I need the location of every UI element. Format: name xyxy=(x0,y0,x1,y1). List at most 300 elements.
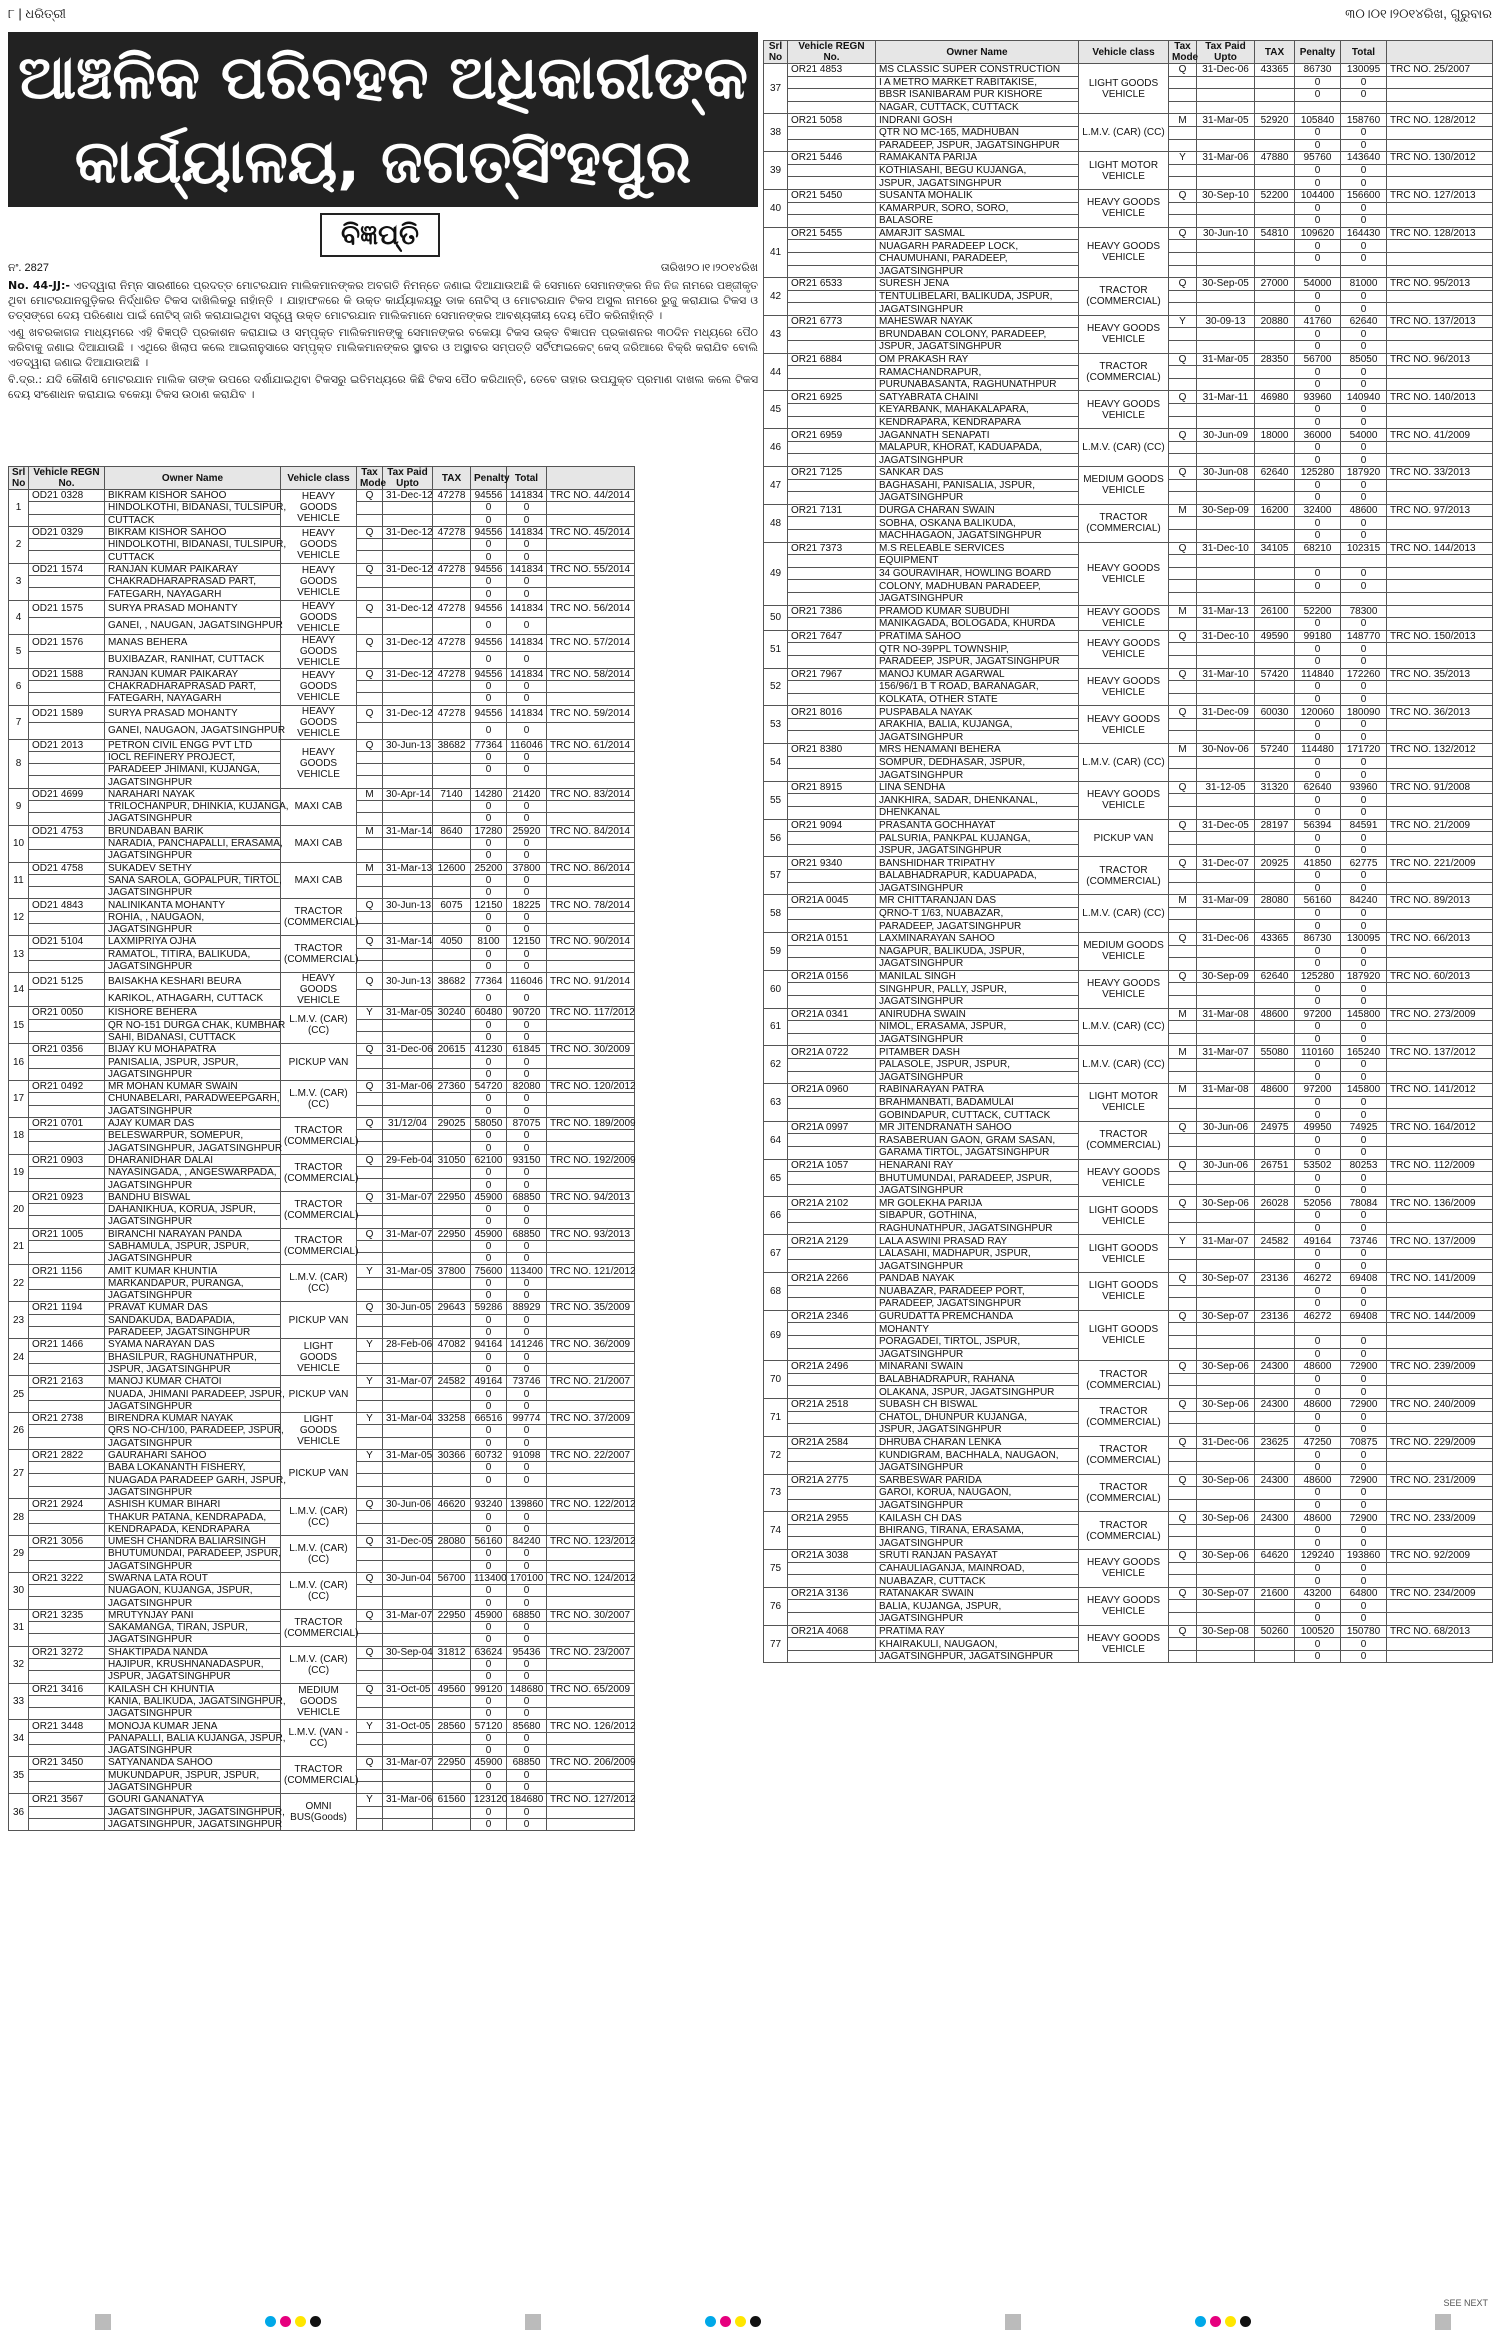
cell-mode xyxy=(357,1277,383,1289)
gray-square-mark xyxy=(1435,2314,1451,2330)
cell-trc: TRC NO. 25/2007 xyxy=(1387,64,1493,77)
cell-mode xyxy=(357,911,383,923)
cell-regn xyxy=(788,1424,876,1437)
cell-trc: TRC NO. 164/2012 xyxy=(1387,1121,1493,1134)
cell-penalty: 49950 xyxy=(1295,1121,1341,1134)
cell-penalty: 93960 xyxy=(1295,391,1341,404)
cell-penalty: 0 xyxy=(1295,1386,1341,1399)
cell-class: L.M.V. (CAR) (CC) xyxy=(1079,744,1169,782)
cell-owner: JAGATSINGHPUR xyxy=(876,1537,1079,1550)
defaulters-table-left xyxy=(8,466,635,1831)
cell-class: LIGHT GOODS VEHICLE xyxy=(1079,1310,1169,1360)
cell-upto xyxy=(383,1351,433,1363)
cell-trc: TRC NO. 84/2014 xyxy=(547,825,635,837)
cell-tax xyxy=(433,813,471,825)
cell-tax xyxy=(433,693,471,705)
cell-upto: 31-Dec-10 xyxy=(1197,542,1255,555)
cell-owner: JSPUR, JAGATSINGHPUR xyxy=(876,844,1079,857)
cell-penalty: 0 xyxy=(471,911,507,923)
cell-penalty: 0 xyxy=(1295,1222,1341,1235)
cell-upto xyxy=(1197,882,1255,895)
cell-srl: 4 xyxy=(9,600,29,634)
cell-tax: 8640 xyxy=(433,825,471,837)
cell-srl: 35 xyxy=(9,1757,29,1794)
cell-regn xyxy=(29,990,105,1007)
cell-regn xyxy=(788,328,876,341)
cell-srl: 55 xyxy=(764,781,788,819)
cell-penalty: 97200 xyxy=(1295,1008,1341,1021)
cell-mode xyxy=(357,1425,383,1437)
cell-penalty: 0 xyxy=(471,1708,507,1720)
cell-total: 0 xyxy=(1341,832,1387,845)
table-row xyxy=(764,152,1493,165)
cell-upto xyxy=(383,1695,433,1707)
cell-penalty: 0 xyxy=(471,1253,507,1265)
cell-total: 0 xyxy=(1341,454,1387,467)
cell-tax: 23136 xyxy=(1255,1310,1295,1323)
cell-mode xyxy=(1169,454,1197,467)
cell-penalty: 110160 xyxy=(1295,1046,1341,1059)
cell-trc xyxy=(1387,870,1493,883)
cell-class: MEDIUM GOODS VEHICLE xyxy=(1079,932,1169,970)
cell-mode xyxy=(357,1314,383,1326)
cell-upto xyxy=(1197,643,1255,656)
cell-trc xyxy=(1387,1134,1493,1147)
table-row xyxy=(764,1159,1493,1172)
cell-upto xyxy=(1197,870,1255,883)
cell-total: 0 xyxy=(1341,1411,1387,1424)
cell-penalty: 8100 xyxy=(471,936,507,948)
cell-mode xyxy=(1169,1411,1197,1424)
table-row xyxy=(764,605,1493,618)
cell-class: MAXI CAB xyxy=(281,862,357,899)
cell-total: 0 xyxy=(507,1634,547,1646)
cell-total: 141834 xyxy=(507,490,547,502)
cell-regn: OD21 1575 xyxy=(29,600,105,617)
cell-penalty: 68210 xyxy=(1295,542,1341,555)
cell-penalty: 49164 xyxy=(1295,1235,1341,1248)
cell-penalty: 0 xyxy=(471,722,507,739)
cell-tax xyxy=(433,502,471,514)
cell-penalty: 0 xyxy=(1295,1449,1341,1462)
cell-upto xyxy=(1197,479,1255,492)
cell-mode: Q xyxy=(357,1609,383,1621)
cell-upto xyxy=(1197,995,1255,1008)
cell-mode xyxy=(1169,366,1197,379)
cell-tax xyxy=(433,1634,471,1646)
cell-penalty: 0 xyxy=(1295,1562,1341,1575)
cell-penalty: 0 xyxy=(1295,492,1341,505)
cell-upto xyxy=(383,1818,433,1830)
cell-regn xyxy=(29,948,105,960)
cell-class: HEAVY GOODS VEHICLE xyxy=(1079,227,1169,277)
cell-total: 0 xyxy=(507,1363,547,1375)
cell-trc: TRC NO. 23/2007 xyxy=(547,1646,635,1658)
cell-mode: Y xyxy=(357,1007,383,1019)
cell-trc xyxy=(547,1400,635,1412)
cell-tax xyxy=(433,1351,471,1363)
cell-regn: OR21 7373 xyxy=(788,542,876,555)
cell-tax xyxy=(433,1695,471,1707)
cell-total: 0 xyxy=(1341,1386,1387,1399)
cell-owner: GARAMA TIRTOL, JAGATSINGHPUR xyxy=(876,1147,1079,1160)
cell-regn: OR21 6959 xyxy=(788,429,876,442)
cell-owner: NUABAZAR, CUTTACK xyxy=(876,1575,1079,1588)
cell-tax: 47278 xyxy=(433,526,471,538)
cell-upto: 30-Sep-09 xyxy=(1197,504,1255,517)
cell-tax: 20615 xyxy=(433,1044,471,1056)
cell-penalty: 125280 xyxy=(1295,970,1341,983)
cell-mode: Q xyxy=(1169,857,1197,870)
cell-tax xyxy=(433,1167,471,1179)
cell-total: 0 xyxy=(1341,76,1387,89)
cell-mode xyxy=(357,764,383,776)
cell-regn xyxy=(29,924,105,936)
cell-upto: 31-Dec-10 xyxy=(1197,630,1255,643)
cell-trc xyxy=(547,680,635,692)
black-dot-mark xyxy=(1240,2316,1251,2327)
cell-mode xyxy=(1169,416,1197,429)
cell-trc: TRC NO. 141/2009 xyxy=(1387,1273,1493,1286)
cell-upto xyxy=(1197,252,1255,265)
cell-total: 0 xyxy=(1341,844,1387,857)
cell-trc: TRC NO. 144/2009 xyxy=(1387,1310,1493,1323)
cell-total: 99774 xyxy=(507,1413,547,1425)
cell-total: 0 xyxy=(507,1437,547,1449)
cell-regn xyxy=(788,756,876,769)
cell-trc xyxy=(1387,139,1493,152)
cell-mode xyxy=(357,1523,383,1535)
cell-trc xyxy=(1387,567,1493,580)
cell-upto xyxy=(383,539,433,551)
cell-regn: OR21 3272 xyxy=(29,1646,105,1658)
cell-srl: 74 xyxy=(764,1512,788,1550)
cell-trc xyxy=(1387,882,1493,895)
cell-regn xyxy=(788,265,876,278)
cell-penalty: 0 xyxy=(1295,1575,1341,1588)
cell-total: 18225 xyxy=(507,899,547,911)
table-row xyxy=(9,600,635,617)
cell-trc xyxy=(547,1585,635,1597)
cell-tax xyxy=(1255,1260,1295,1273)
cell-regn xyxy=(788,920,876,933)
cell-penalty: 0 xyxy=(1295,1109,1341,1122)
cell-mode: Q xyxy=(1169,1121,1197,1134)
notice-date: ତାରିଖ୨୦।୧।୨୦୧୪ରିଖ xyxy=(660,262,758,274)
cell-owner: SURESH JENA xyxy=(876,278,1079,291)
cell-owner: JAGATSINGHPUR xyxy=(105,850,281,862)
cell-mode xyxy=(357,1745,383,1757)
col-srl: Srl No xyxy=(9,467,29,490)
cell-srl: 13 xyxy=(9,936,29,973)
cell-srl: 6 xyxy=(9,668,29,705)
cell-class: TRACTOR (COMMERCIAL) xyxy=(1079,278,1169,316)
cell-owner: JAGATSINGHPUR xyxy=(105,924,281,936)
cell-upto: 31-Dec-12 xyxy=(383,526,433,538)
cell-class: L.M.V. (CAR) (CC) xyxy=(1079,114,1169,152)
cell-trc: TRC NO. 30/2009 xyxy=(547,1044,635,1056)
cell-tax: 50260 xyxy=(1255,1625,1295,1638)
cell-upto xyxy=(383,1560,433,1572)
cell-tax: 47278 xyxy=(433,490,471,502)
cell-regn: OR21 1466 xyxy=(29,1339,105,1351)
cell-tax xyxy=(1255,1386,1295,1399)
cell-regn xyxy=(29,1216,105,1228)
cell-mode xyxy=(1169,945,1197,958)
cell-tax xyxy=(1255,416,1295,429)
cell-owner: JAGATSINGHPUR xyxy=(105,1486,281,1498)
cell-owner: JAGATSINGHPUR xyxy=(876,265,1079,278)
table-row xyxy=(9,1449,635,1461)
cell-class: HEAVY GOODS VEHICLE xyxy=(1079,315,1169,353)
cell-mode xyxy=(1169,567,1197,580)
table-row xyxy=(764,467,1493,480)
cell-regn: OR21A 2584 xyxy=(788,1436,876,1449)
cell-owner: PARADEEP, JAGATSINGHPUR xyxy=(876,920,1079,933)
cell-penalty: 94556 xyxy=(471,705,507,722)
cell-mode xyxy=(1169,1058,1197,1071)
cell-upto xyxy=(1197,1096,1255,1109)
cell-tax: 24300 xyxy=(1255,1398,1295,1411)
cell-penalty: 54720 xyxy=(471,1080,507,1092)
cell-total: 0 xyxy=(1341,1260,1387,1273)
cell-mode: Q xyxy=(357,1117,383,1129)
cell-trc xyxy=(547,539,635,551)
cell-total: 72900 xyxy=(1341,1361,1387,1374)
cell-mode: Q xyxy=(1169,668,1197,681)
cell-owner: KENDRAPARA, KENDRAPARA xyxy=(876,416,1079,429)
cell-regn: OR21A 2775 xyxy=(788,1474,876,1487)
cell-mode xyxy=(1169,1348,1197,1361)
cell-owner: KAMARPUR, SORO, SORO, xyxy=(876,202,1079,215)
cell-upto: 30-Sep-07 xyxy=(1197,1587,1255,1600)
cell-owner: THAKUR PATANA, KENDRAPADA, xyxy=(105,1511,281,1523)
cell-owner: RAGHUNATHPUR, JAGATSINGHPUR xyxy=(876,1222,1079,1235)
cell-total: 184680 xyxy=(507,1794,547,1806)
cell-trc: TRC NO. 234/2009 xyxy=(1387,1587,1493,1600)
cell-mode xyxy=(1169,76,1197,89)
cell-upto: 30-Sep-07 xyxy=(1197,1310,1255,1323)
cell-upto xyxy=(383,1326,433,1338)
gray-square-mark xyxy=(525,2314,541,2330)
cell-class: LIGHT GOODS VEHICLE xyxy=(1079,1273,1169,1311)
cell-owner: MOHANTY xyxy=(876,1323,1079,1336)
cell-regn: OR21 3567 xyxy=(29,1794,105,1806)
cell-srl: 29 xyxy=(9,1535,29,1572)
cell-total: 0 xyxy=(1341,907,1387,920)
cell-upto xyxy=(383,1056,433,1068)
cell-penalty xyxy=(471,776,507,788)
cell-tax xyxy=(1255,618,1295,631)
cell-tax xyxy=(433,990,471,1007)
cell-mode xyxy=(1169,592,1197,605)
cell-class: TRACTOR (COMMERCIAL) xyxy=(281,1609,357,1646)
cell-trc: TRC NO. 206/2009 xyxy=(547,1757,635,1769)
cell-total: 82080 xyxy=(507,1080,547,1092)
cell-penalty: 0 xyxy=(1295,1021,1341,1034)
cell-owner: KAILASH CH KHUNTIA xyxy=(105,1683,281,1695)
cell-owner: NIMOL, ERASAMA, JSPUR, xyxy=(876,1021,1079,1034)
cell-tax: 4050 xyxy=(433,936,471,948)
cell-penalty: 0 xyxy=(1295,832,1341,845)
cell-regn xyxy=(788,1285,876,1298)
cell-mode xyxy=(357,1622,383,1634)
cell-trc xyxy=(1387,1424,1493,1437)
cell-mode xyxy=(357,1781,383,1793)
cell-penalty: 0 xyxy=(1295,1373,1341,1386)
cell-penalty: 0 xyxy=(1295,1613,1341,1626)
cell-mode: Q xyxy=(357,705,383,722)
notice-paragraph-1 xyxy=(8,278,758,323)
cell-regn: OR21 3448 xyxy=(29,1720,105,1732)
cell-regn xyxy=(29,1326,105,1338)
cell-regn xyxy=(29,751,105,763)
cell-srl: 75 xyxy=(764,1550,788,1588)
cell-total: 0 xyxy=(507,502,547,514)
cell-total: 78084 xyxy=(1341,1197,1387,1210)
cell-regn xyxy=(788,643,876,656)
cell-total: 0 xyxy=(1341,1210,1387,1223)
cell-total: 0 xyxy=(1341,1134,1387,1147)
cell-regn xyxy=(29,1056,105,1068)
cell-upto xyxy=(383,1130,433,1142)
cell-total: 130095 xyxy=(1341,64,1387,77)
table-row xyxy=(9,1413,635,1425)
cell-penalty: 0 xyxy=(1295,731,1341,744)
cell-regn xyxy=(29,850,105,862)
cell-tax: 18000 xyxy=(1255,429,1295,442)
cell-total: 78300 xyxy=(1341,605,1387,618)
cell-tax xyxy=(1255,1134,1295,1147)
cell-total: 93960 xyxy=(1341,781,1387,794)
cell-class: TRACTOR (COMMERCIAL) xyxy=(281,1228,357,1265)
cell-owner: ARAKHIA, BALIA, KUJANGA, xyxy=(876,718,1079,731)
cell-tax xyxy=(433,1019,471,1031)
cell-upto xyxy=(1197,794,1255,807)
cell-upto: 30-Sep-09 xyxy=(1197,970,1255,983)
cell-tax: 22950 xyxy=(433,1191,471,1203)
cell-regn: OR21A 2955 xyxy=(788,1512,876,1525)
cell-srl: 34 xyxy=(9,1720,29,1757)
cell-upto xyxy=(1197,1411,1255,1424)
cell-upto xyxy=(383,693,433,705)
cell-penalty: 45900 xyxy=(471,1191,507,1203)
cell-mode xyxy=(1169,1096,1197,1109)
cell-upto: 31-Mar-07 xyxy=(383,1228,433,1240)
cell-total: 0 xyxy=(507,1130,547,1142)
cell-trc xyxy=(1387,265,1493,278)
cell-owner: RATANAKAR SWAIN xyxy=(876,1587,1079,1600)
cell-penalty: 99120 xyxy=(471,1683,507,1695)
cell-trc xyxy=(547,576,635,588)
cell-tax xyxy=(1255,882,1295,895)
cell-trc xyxy=(547,764,635,776)
cell-owner: PALSURIA, PANKPAL KUJANGA, xyxy=(876,832,1079,845)
cell-srl: 10 xyxy=(9,825,29,862)
cell-owner: JAGATSINGHPUR xyxy=(105,1105,281,1117)
cell-upto: 31-Oct-05 xyxy=(383,1720,433,1732)
cell-tax xyxy=(433,514,471,526)
cell-total: 0 xyxy=(507,924,547,936)
cell-penalty: 0 xyxy=(1295,1147,1341,1160)
cell-tax xyxy=(1255,366,1295,379)
cell-penalty: 0 xyxy=(1295,794,1341,807)
cell-regn: OR21 2924 xyxy=(29,1499,105,1511)
cell-trc xyxy=(1387,1411,1493,1424)
cell-owner: SHAKTIPADA NANDA xyxy=(105,1646,281,1658)
cell-regn: OR21 3416 xyxy=(29,1683,105,1695)
cell-mode: M xyxy=(1169,504,1197,517)
cell-owner: AMARJIT SASMAL xyxy=(876,227,1079,240)
cell-owner: JAGATSINGHPUR xyxy=(876,303,1079,316)
cell-regn xyxy=(788,555,876,568)
cell-total: 0 xyxy=(1341,215,1387,228)
cell-owner: JAGATSINGHPUR xyxy=(876,1348,1079,1361)
cell-mode xyxy=(1169,1285,1197,1298)
cell-tax xyxy=(433,680,471,692)
cell-total: 73746 xyxy=(507,1376,547,1388)
cell-mode: Y xyxy=(357,1794,383,1806)
cell-trc: TRC NO. 61/2014 xyxy=(547,739,635,751)
cell-total: 72900 xyxy=(1341,1474,1387,1487)
table-row xyxy=(9,739,635,751)
cell-trc xyxy=(547,990,635,1007)
cell-trc xyxy=(1387,832,1493,845)
cell-trc xyxy=(547,1523,635,1535)
cell-total: 0 xyxy=(1341,769,1387,782)
cell-penalty: 56160 xyxy=(471,1535,507,1547)
cell-penalty: 48600 xyxy=(1295,1361,1341,1374)
cell-owner: LALA ASWINI PRASAD RAY xyxy=(876,1235,1079,1248)
cell-total: 84591 xyxy=(1341,819,1387,832)
banner-line-1: ଆଞ୍ଚଳିକ ପରିବହନ ଅଧିକାରୀଙ୍କ xyxy=(18,43,748,113)
cell-regn xyxy=(788,907,876,920)
cell-mode xyxy=(357,1179,383,1191)
cell-regn xyxy=(788,1247,876,1260)
cell-mode: M xyxy=(1169,605,1197,618)
cell-srl: 52 xyxy=(764,668,788,706)
cell-mode xyxy=(1169,1260,1197,1273)
table-row xyxy=(764,1436,1493,1449)
cell-upto: 31-Dec-06 xyxy=(1197,1436,1255,1449)
cell-tax xyxy=(433,1314,471,1326)
cell-regn: OD21 4843 xyxy=(29,899,105,911)
cell-total: 113400 xyxy=(507,1265,547,1277)
cell-upto xyxy=(1197,756,1255,769)
cell-owner: JAGATSINGHPUR xyxy=(105,1216,281,1228)
cell-trc: TRC NO. 96/2013 xyxy=(1387,353,1493,366)
cell-class: TRACTOR (COMMERCIAL) xyxy=(1079,1398,1169,1436)
cell-total: 62775 xyxy=(1341,857,1387,870)
cell-owner: AMIT KUMAR KHUNTIA xyxy=(105,1265,281,1277)
cell-regn xyxy=(29,539,105,551)
cell-tax xyxy=(1255,832,1295,845)
cell-mode: Q xyxy=(1169,1310,1197,1323)
cell-tax xyxy=(1255,215,1295,228)
cell-total: 0 xyxy=(1341,177,1387,190)
cell-owner: M.S RELEABLE SERVICES xyxy=(876,542,1079,555)
cell-tax xyxy=(1255,580,1295,593)
cell-penalty: 0 xyxy=(1295,328,1341,341)
cell-owner: PARADEEP JHIMANI, KUJANGA, xyxy=(105,764,281,776)
cell-regn xyxy=(788,870,876,883)
table-row xyxy=(764,1008,1493,1021)
cell-regn xyxy=(788,366,876,379)
cell-srl: 7 xyxy=(9,705,29,739)
cyan-dot-mark xyxy=(1195,2316,1206,2327)
cell-penalty: 0 xyxy=(1295,907,1341,920)
cell-penalty: 0 xyxy=(1295,567,1341,580)
